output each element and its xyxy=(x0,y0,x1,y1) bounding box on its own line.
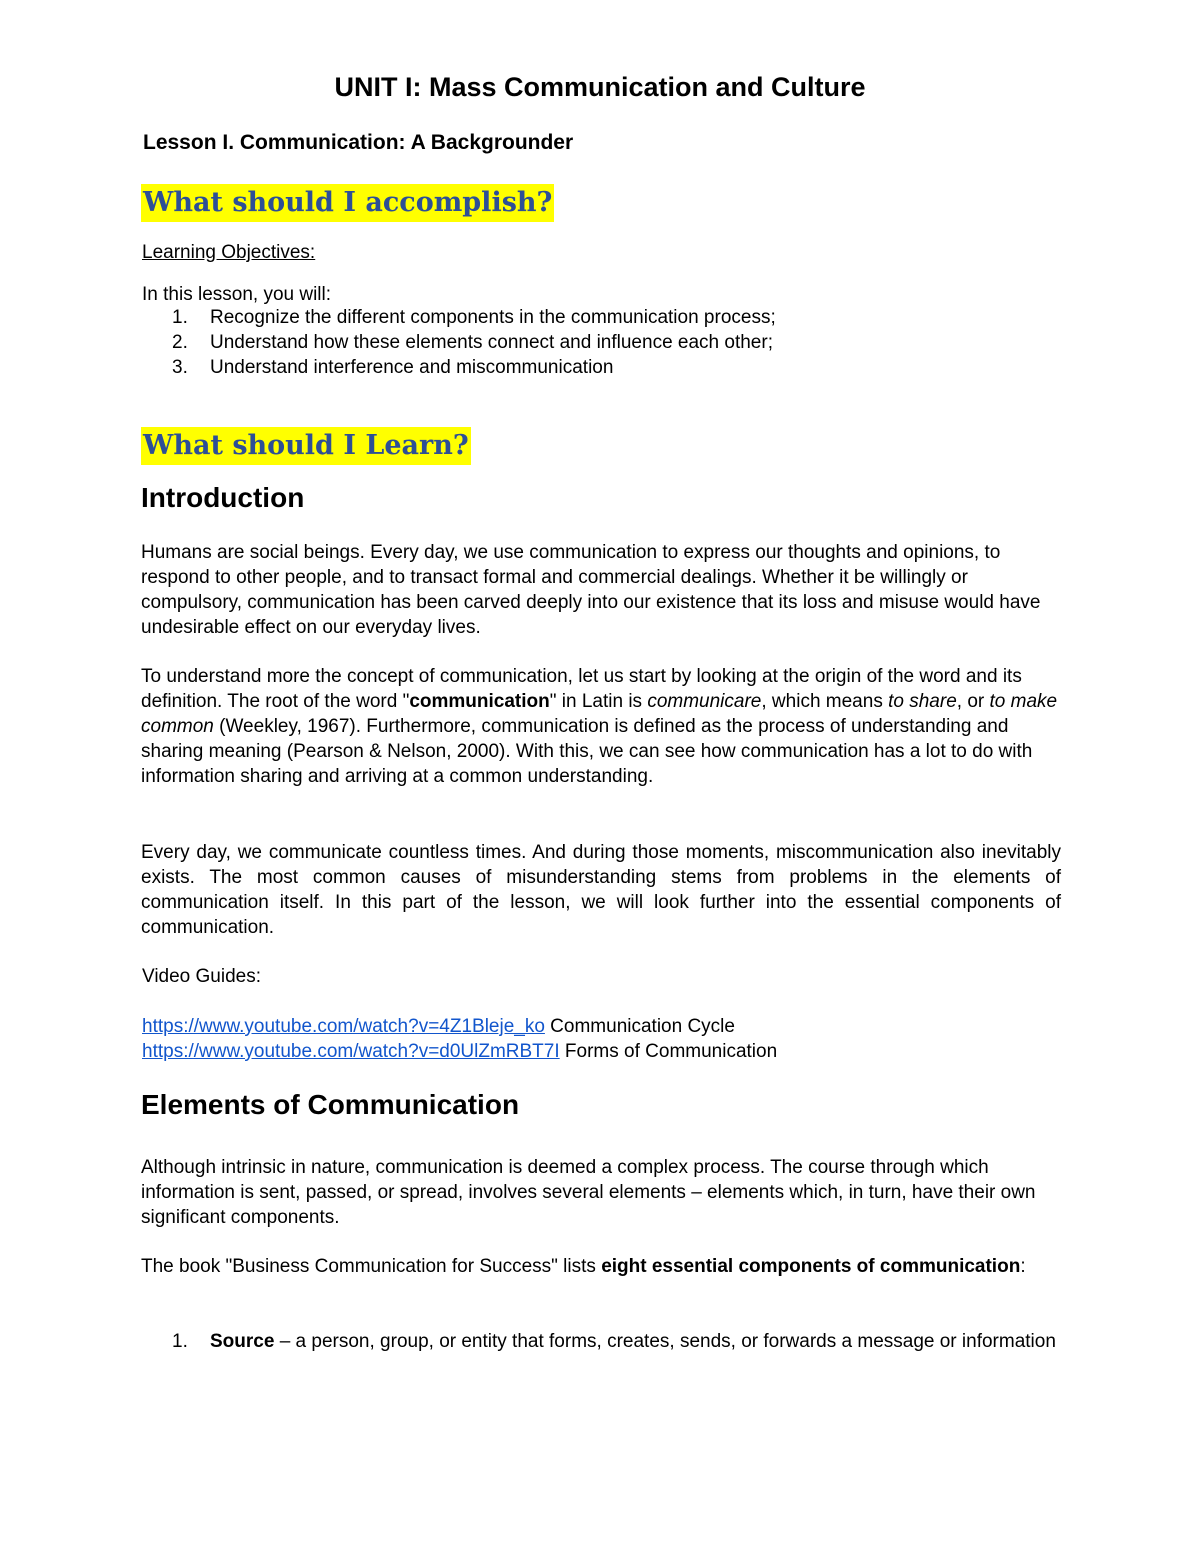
list-item: 3. Understand interference and miscommunication xyxy=(172,357,614,378)
video-link-row xyxy=(142,1014,735,1039)
objectives-intro: In this lesson, you will: xyxy=(142,284,332,305)
intro-paragraph-3: Every day, we communicate countless times. And during those moments, miscommunication also inevitably exists. The most common causes of misunderstanding stems from problems in the elements of communication itself. In this part of the lesson, we will look further into the essential components of communication. xyxy=(141,842,1061,938)
learn-heading: What should I Learn? xyxy=(141,427,471,465)
term-to-share: to share xyxy=(888,691,957,712)
eight-components-emphasis: eight essential components of communication xyxy=(601,1256,1021,1277)
unit-title: UNIT I: Mass Communication and Culture xyxy=(334,72,866,102)
list-item: 1. Source – a person, group, or entity that forms, creates, sends, or forwards a message or information xyxy=(172,1331,1056,1352)
video-label: Communication Cycle xyxy=(544,1016,735,1037)
term-to-make-common: to make common xyxy=(141,691,1058,737)
intro-paragraph-1: Humans are social beings. Every day, we use communication to express our thoughts and opinions, to respond to other people, and to transact formal and commercial dealings. Whether it be willingly or compulsory, communication has been carved deeply into our existence that its loss and misuse would have undesirable effect on our everyday lives. xyxy=(141,542,1041,638)
objectives-label: Learning Objectives: xyxy=(142,242,316,263)
accomplish-heading: What should I accomplish? xyxy=(141,184,554,222)
video-link-communication-cycle[interactable]: https://www.youtube.com/watch?v=4Z1Bleje_ko xyxy=(142,1016,545,1037)
video-link-row xyxy=(142,1039,777,1064)
list-item: 1. Recognize the different components in the communication process; xyxy=(172,307,776,328)
list-item: 2. Understand how these elements connect and influence each other; xyxy=(172,332,773,353)
component-term: Source xyxy=(210,1331,275,1352)
introduction-heading: Introduction xyxy=(141,482,305,513)
intro-paragraph-2: To understand more the concept of communication, let us start by looking at the origin of the word and its definition. The root of the word "communication" in Latin is communicare, which means to share, or to make common (Weekley, 1967). Furthermore, communication is defined as the process of understanding and sharing meaning (Pearson & Nelson, 2000). With this, we can see how communication has a lot to do with information sharing and arriving at a common understanding. xyxy=(141,666,1058,787)
video-link-forms-of-communication[interactable]: https://www.youtube.com/watch?v=d0UlZmRBT7I xyxy=(142,1041,560,1062)
lesson-title: Lesson I. Communication: A Backgrounder xyxy=(143,131,574,154)
objectives-list xyxy=(172,305,776,380)
components-list xyxy=(172,1329,1062,1354)
term-communicare: communicare xyxy=(647,691,762,712)
video-guides-label: Video Guides: xyxy=(142,966,262,987)
elements-heading: Elements of Communication xyxy=(141,1089,520,1120)
video-label: Forms of Communication xyxy=(559,1041,778,1062)
term-communication: communication xyxy=(409,691,550,712)
elements-paragraph-1: Although intrinsic in nature, communication is deemed a complex process. The course through which information is sent, passed, or spread, involves several elements – elements which, in turn, have their own significant components. xyxy=(141,1157,1036,1228)
elements-paragraph-2: The book "Business Communication for Success" lists eight essential components of communication: xyxy=(141,1256,1026,1277)
